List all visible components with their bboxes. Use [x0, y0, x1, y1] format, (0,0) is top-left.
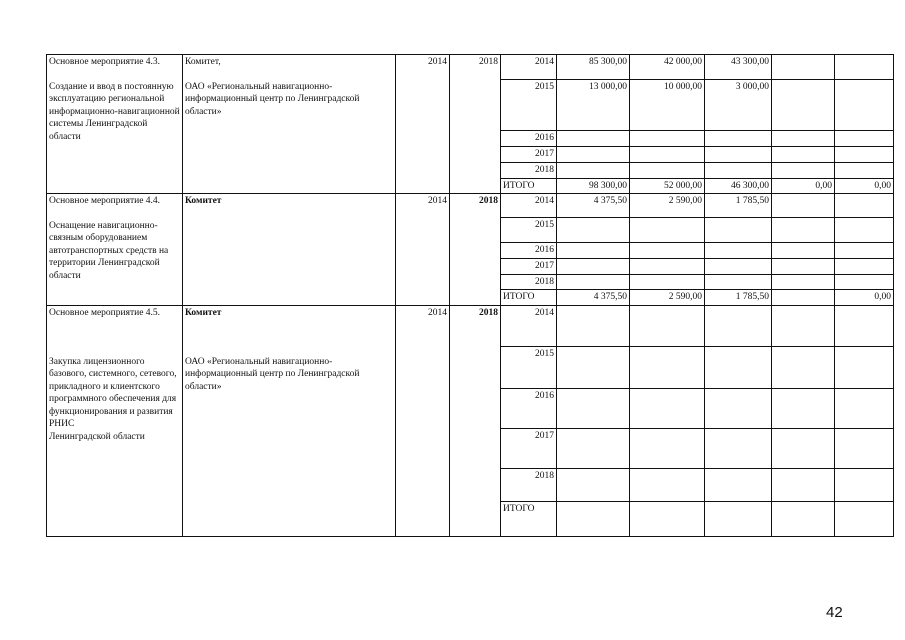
amount-total — [557, 347, 630, 389]
executor-cell — [183, 306, 396, 537]
table-row — [47, 55, 894, 80]
amount-c1 — [630, 274, 705, 290]
executor-name: Комитет — [185, 196, 222, 206]
amount-c3 — [772, 290, 835, 306]
activity-cell — [47, 55, 183, 194]
page-number: 42 — [826, 604, 843, 621]
amount-c3 — [772, 218, 835, 243]
amount-c4 — [835, 389, 894, 429]
amount-c3 — [772, 306, 835, 347]
executor-cell — [183, 194, 396, 306]
amount-c3 — [772, 469, 835, 502]
executor-organization: ОАО «Региональный навигационно-информационный центр по Ленинградской области» — [185, 81, 360, 117]
amount-c3 — [772, 194, 835, 218]
year-cell: 2017 — [501, 147, 557, 163]
year-cell: 2017 — [501, 258, 557, 274]
activity-title: Основное мероприятие 4.5. — [49, 308, 161, 318]
year-cell: 2016 — [501, 243, 557, 259]
amount-c3 — [772, 131, 835, 147]
amount-c1 — [630, 258, 705, 274]
amount-c2: 1 785,50 — [705, 290, 772, 306]
amount-c4 — [835, 243, 894, 259]
amount-c4 — [835, 162, 894, 178]
amount-c4 — [835, 218, 894, 243]
amount-c1 — [630, 389, 705, 429]
year-cell: 2018 — [501, 274, 557, 290]
activity-description: Создание и ввод в постоянную эксплуатацию региональной информационно-навигационной системы Ленинградской области — [49, 81, 180, 142]
amount-c1 — [630, 306, 705, 347]
year-cell: 2018 — [501, 162, 557, 178]
amount-total: 98 300,00 — [557, 178, 630, 194]
amount-c2 — [705, 131, 772, 147]
amount-c2 — [705, 469, 772, 502]
amount-c4: 0,00 — [835, 178, 894, 194]
amount-c1: 42 000,00 — [630, 55, 705, 80]
amount-total — [557, 243, 630, 259]
amount-c2 — [705, 429, 772, 469]
executor-name: Комитет — [185, 308, 222, 318]
amount-c3 — [772, 258, 835, 274]
amount-c3 — [772, 389, 835, 429]
amount-c2 — [705, 389, 772, 429]
amount-c1 — [630, 429, 705, 469]
amount-c4 — [835, 429, 894, 469]
amount-c4 — [835, 55, 894, 80]
amount-c2 — [705, 274, 772, 290]
year-cell: 2014 — [501, 306, 557, 347]
activity-cell — [47, 194, 183, 306]
amount-c1 — [630, 469, 705, 502]
year-cell: 2015 — [501, 218, 557, 243]
amount-total — [557, 131, 630, 147]
start-year-cell: 2014 — [396, 194, 450, 306]
amount-c1 — [630, 243, 705, 259]
amount-total — [557, 274, 630, 290]
amount-c4 — [835, 258, 894, 274]
amount-c4 — [835, 194, 894, 218]
amount-total — [557, 389, 630, 429]
activity-cell — [47, 306, 183, 537]
financing-table — [46, 54, 894, 537]
amount-c2 — [705, 347, 772, 389]
amount-c4 — [835, 80, 894, 131]
year-cell: 2018 — [501, 469, 557, 502]
amount-c2: 3 000,00 — [705, 80, 772, 131]
amount-c2 — [705, 243, 772, 259]
amount-c3 — [772, 55, 835, 80]
amount-c1 — [630, 502, 705, 537]
amount-total — [557, 429, 630, 469]
amount-total: 85 300,00 — [557, 55, 630, 80]
year-cell: ИТОГО — [501, 502, 557, 537]
amount-c1: 2 590,00 — [630, 290, 705, 306]
year-cell: 2017 — [501, 429, 557, 469]
amount-c3 — [772, 502, 835, 537]
amount-total — [557, 147, 630, 163]
amount-c2 — [705, 306, 772, 347]
amount-c1 — [630, 218, 705, 243]
amount-c4 — [835, 306, 894, 347]
year-cell: 2015 — [501, 347, 557, 389]
amount-c3 — [772, 347, 835, 389]
amount-c1 — [630, 162, 705, 178]
amount-c1: 2 590,00 — [630, 194, 705, 218]
executor-name: Комитет, — [185, 57, 221, 67]
year-cell: 2014 — [501, 194, 557, 218]
amount-c3 — [772, 147, 835, 163]
year-cell: 2015 — [501, 80, 557, 131]
amount-total: 4 375,50 — [557, 194, 630, 218]
amount-c4 — [835, 502, 894, 537]
year-cell: ИТОГО — [501, 290, 557, 306]
amount-c3 — [772, 162, 835, 178]
amount-total: 13 000,00 — [557, 80, 630, 131]
amount-c4 — [835, 147, 894, 163]
amount-total: 4 375,50 — [557, 290, 630, 306]
amount-total — [557, 502, 630, 537]
amount-c2 — [705, 502, 772, 537]
amount-c1 — [630, 147, 705, 163]
amount-c2 — [705, 258, 772, 274]
amount-total — [557, 218, 630, 243]
amount-total — [557, 469, 630, 502]
year-cell: ИТОГО — [501, 178, 557, 194]
activity-title: Основное мероприятие 4.3. — [49, 57, 161, 67]
amount-c2: 43 300,00 — [705, 55, 772, 80]
amount-c2 — [705, 218, 772, 243]
executor-cell — [183, 55, 396, 194]
amount-c4 — [835, 469, 894, 502]
amount-c3 — [772, 80, 835, 131]
activity-title: Основное мероприятие 4.4. — [49, 196, 161, 206]
start-year-cell: 2014 — [396, 306, 450, 537]
year-cell: 2016 — [501, 131, 557, 147]
amount-c1: 52 000,00 — [630, 178, 705, 194]
executor-organization: ОАО «Региональный навигационно-информационный центр по Ленинградской области» — [185, 356, 360, 392]
amount-c4 — [835, 274, 894, 290]
amount-total — [557, 162, 630, 178]
amount-total — [557, 258, 630, 274]
end-year-cell: 2018 — [450, 306, 501, 537]
activity-description: Закупка лицензионного базового, системного, сетевого, прикладного и клиентского программного обеспечения для функционирования и развития РНИС — [49, 356, 177, 429]
amount-c1 — [630, 347, 705, 389]
activity-description: Оснащение навигационно-связным оборудованием автотранспортных средств на территории Ленинградской области — [49, 220, 169, 281]
amount-c2 — [705, 162, 772, 178]
end-year-cell: 2018 — [450, 194, 501, 306]
activity-description-2: Ленинградской области — [49, 431, 145, 442]
amount-c3 — [772, 243, 835, 259]
end-year-cell: 2018 — [450, 55, 501, 194]
year-cell: 2014 — [501, 55, 557, 80]
table-row — [47, 194, 894, 218]
year-cell: 2016 — [501, 389, 557, 429]
start-year-cell: 2014 — [396, 55, 450, 194]
amount-c2 — [705, 147, 772, 163]
table-row — [47, 306, 894, 347]
amount-c4 — [835, 347, 894, 389]
amount-c4: 0,00 — [835, 290, 894, 306]
amount-c1: 10 000,00 — [630, 80, 705, 131]
amount-c4 — [835, 131, 894, 147]
amount-c3 — [772, 274, 835, 290]
amount-c2: 46 300,00 — [705, 178, 772, 194]
amount-c3: 0,00 — [772, 178, 835, 194]
amount-c1 — [630, 131, 705, 147]
amount-c2: 1 785,50 — [705, 194, 772, 218]
amount-total — [557, 306, 630, 347]
amount-c3 — [772, 429, 835, 469]
